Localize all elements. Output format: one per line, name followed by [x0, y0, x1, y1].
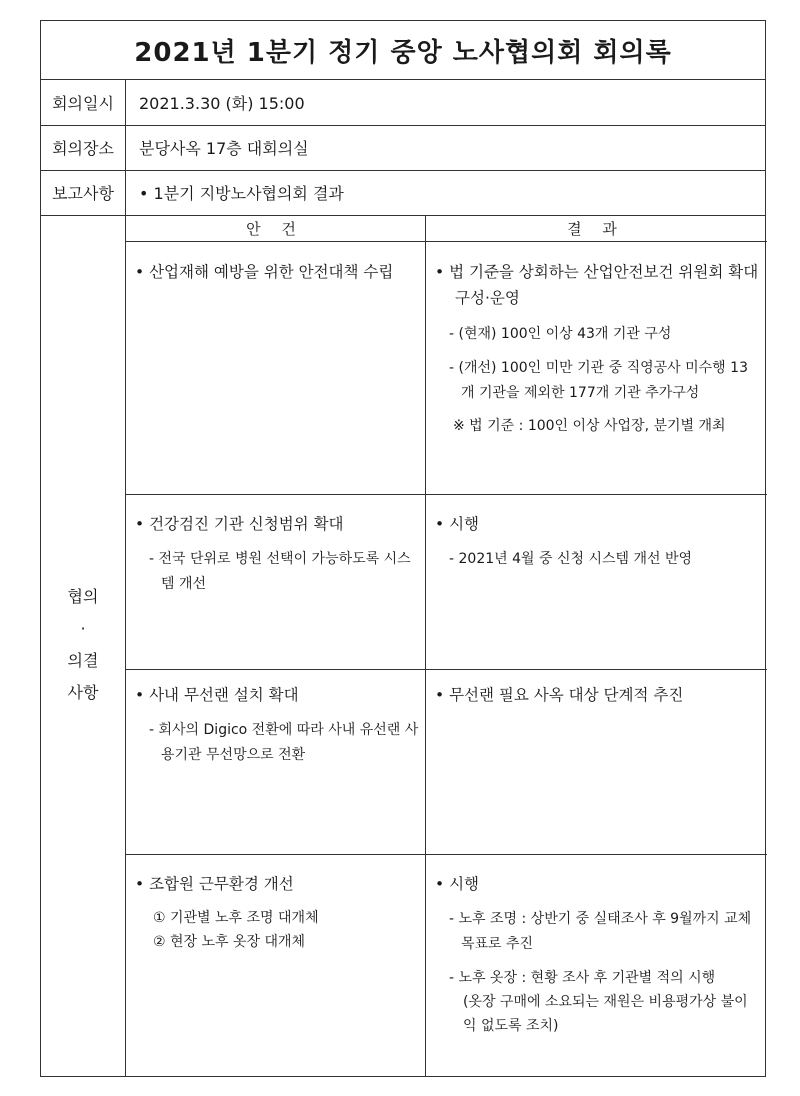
agenda-sub-text: - 회사의 Digico 전환에 따라 사내 유선랜 사용기관 무선망으로 전환	[149, 722, 419, 763]
agenda-sub-text: - 전국 단위로 병원 선택이 가능하도록 시스템 개선	[149, 551, 411, 592]
meeting-place-value: 분당사옥 17층 대회의실	[139, 139, 309, 158]
meeting-date-value: 2021.3.30 (화) 15:00	[139, 93, 305, 113]
divider	[125, 669, 767, 670]
agenda-item-4	[135, 871, 419, 955]
divider	[425, 215, 426, 1076]
agenda-section-label	[41, 581, 125, 709]
label-line: 협의	[67, 587, 99, 606]
result-sub-text: - (현재) 100인 이상 43개 기관 구성	[449, 325, 672, 342]
result-item-1	[435, 259, 761, 439]
result-note: ※ 법 기준 : 100인 이상 사업장, 분기별 개최	[453, 418, 726, 435]
agenda-column-header: 안 건	[246, 219, 304, 238]
label-line: 의결	[67, 651, 99, 670]
agenda-text: • 산업재해 예방을 위한 안전대책 수립	[135, 263, 394, 281]
result-sub-text: - 노후 조명 : 상반기 중 실태조사 후 9월까지 교체 목표로 추진	[449, 911, 752, 952]
report-label: 보고사항	[52, 184, 114, 203]
label-line: ·	[80, 619, 86, 638]
meeting-minutes-document	[40, 20, 766, 1077]
label-line: 사항	[67, 683, 99, 702]
result-sub-text: - (개선) 100인 미만 기관 중 직영공사 미수행 13개 기관을 제외한 177개 기관 추가구성	[449, 360, 748, 401]
document-title: 2021년 1분기 정기 중앙 노사협의회 회의록	[134, 37, 672, 68]
result-item-4	[435, 871, 761, 1038]
agenda-text: • 건강검진 기관 신청범위 확대	[135, 515, 344, 533]
report-value: • 1분기 지방노사협의회 결과	[139, 184, 344, 203]
meeting-date-label: 회의일시	[52, 93, 114, 113]
agenda-text: • 조합원 근무환경 개선	[135, 875, 294, 893]
agenda-item-3	[135, 682, 419, 767]
result-text: • 시행	[435, 875, 480, 893]
result-text: • 법 기준을 상회하는 산업안전보건 위원회 확대 구성·운영	[435, 263, 759, 308]
meeting-place-label: 회의장소	[52, 139, 114, 158]
agenda-item-1	[135, 259, 419, 285]
agenda-text: • 사내 무선랜 설치 확대	[135, 686, 299, 704]
divider	[125, 494, 767, 495]
result-sub-text: - 2021년 4월 중 신청 시스템 개선 반영	[449, 551, 693, 568]
agenda-item-2	[135, 511, 419, 596]
result-column-header: 결 과	[567, 219, 625, 238]
result-text: • 시행	[435, 515, 480, 533]
divider	[125, 854, 767, 855]
result-sub-text: - 노후 옷장 : 현황 조사 후 기관별 적의 시행	[449, 970, 716, 987]
result-item-2	[435, 511, 761, 572]
result-text: • 무선랜 필요 사옥 대상 단계적 추진	[435, 686, 684, 704]
agenda-sub-text: ① 기관별 노후 조명 대개체	[153, 910, 319, 927]
divider	[125, 241, 767, 242]
agenda-sub-text: ② 현장 노후 옷장 대개체	[153, 934, 306, 951]
result-item-3	[435, 682, 761, 708]
result-note: (옷장 구매에 소요되는 재원은 비용평가상 불이익 없도록 조치)	[463, 993, 748, 1034]
